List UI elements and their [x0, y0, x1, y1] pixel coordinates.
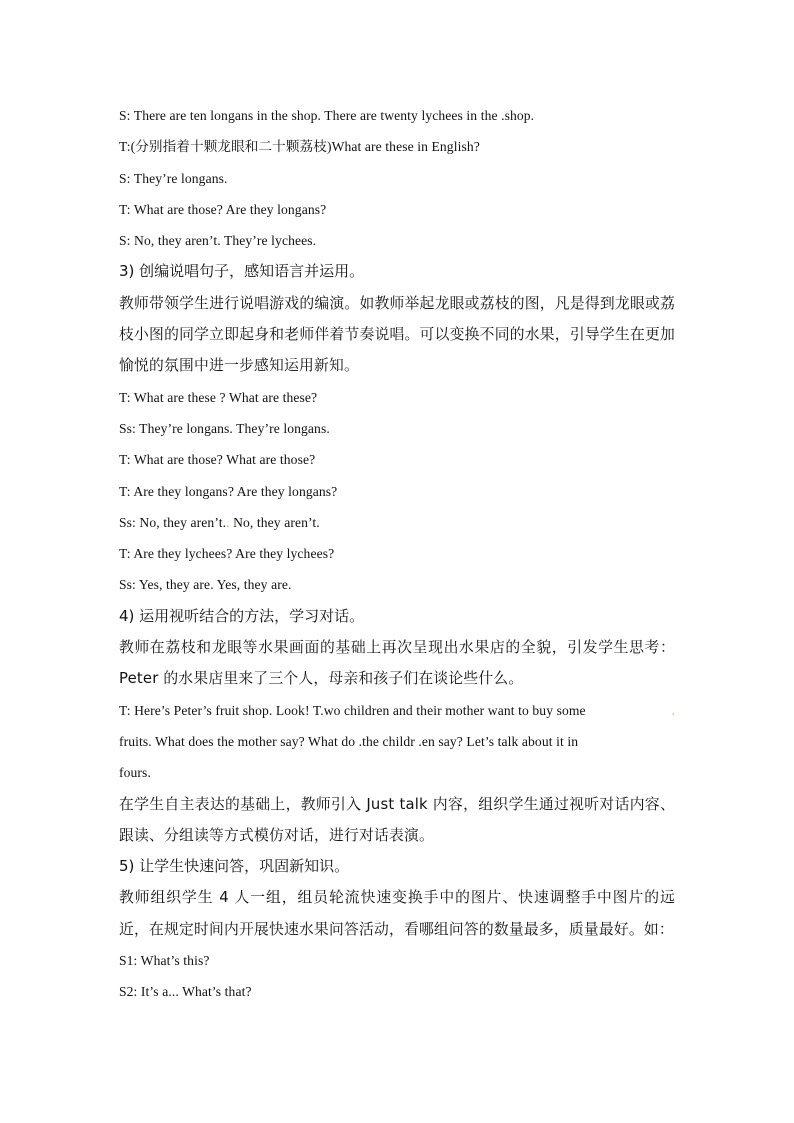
step-heading-4: 4) 运用视听结合的方法，学习对话。 [119, 606, 365, 625]
dialogue-line: T: What are those? What are those? [119, 452, 316, 468]
dialogue-line: S: There are ten longans in the shop. There are twenty lychees in the .shop. [119, 108, 535, 123]
stray-mark: . [226, 514, 230, 530]
dialogue-line [119, 695, 675, 726]
dialogue-text: No, they aren’t. [229, 514, 320, 530]
dialogue-line: S: No, they aren’t. They’re lychees. [119, 233, 317, 249]
dialogue-text: Ss: No, they aren’t. [119, 514, 227, 530]
dialogue-line: S2: It’s a... What’s that? [119, 984, 252, 1000]
stray-mark: . [671, 702, 675, 718]
dialogue-line: fours. [119, 765, 151, 781]
dialogue-line: Ss: Yes, they are. Yes, they are. [119, 577, 292, 593]
dialogue-line: T: What are these ? What are these? [119, 389, 318, 405]
dialogue-line: S1: What’s this? [119, 953, 210, 969]
dialogue-line: Ss: They’re longans. They’re longans. [119, 420, 330, 436]
document-body [119, 100, 675, 1008]
dialogue-line: T:(分别指着十颗龙眼和二十颗荔枝)What are these in English? [119, 139, 480, 155]
dialogue-line: T: What are those? Are they longans? [119, 201, 327, 217]
dialogue-line: fruits. What does the mother say? What do .the childr .en say? Let’s talk about it in [119, 733, 579, 749]
dialogue-line: S: They’re longans. [119, 170, 228, 186]
paragraph: 教师组织学生 4 人一组，组员轮流快速变换手中的图片、快速调整手中图片的远近，在规定时间内开展快速水果问答活动，看哪组问答的数量最多，质量最好。如： [119, 889, 675, 938]
paragraph: 教师在荔枝和龙眼等水果画面的基础上再次呈现出水果店的全貌，引发学生思考：Peter 的水果店里来了三个人，母亲和孩子们在谈论些什么。 [119, 639, 675, 688]
dialogue-line [119, 507, 675, 538]
dialogue-text: T: Here’s Peter’s fruit shop. Look! T.wo children and their mother want to buy some [119, 702, 586, 718]
step-heading-5: 5) 让学生快速问答，巩固新知识。 [119, 857, 350, 876]
dialogue-line: T: Are they lychees? Are they lychees? [119, 546, 335, 562]
paragraph: 在学生自主表达的基础上，教师引入 Just talk 内容，组织学生通过视听对话内容、跟读、分组读等方式模仿对话，进行对话表演。 [119, 795, 675, 844]
paragraph: 教师带领学生进行说唱游戏的编演。如教师举起龙眼或荔枝的图，凡是得到龙眼或荔枝小图的同学立即起身和老师伴着节奏说唱。可以变换不同的水果，引导学生在更加愉悦的氛围中进一步感知运用新知。 [119, 294, 675, 375]
dialogue-line: T: Are they longans? Are they longans? [119, 483, 338, 499]
step-heading-3: 3) 创编说唱句子，感知语言并运用。 [119, 262, 365, 281]
